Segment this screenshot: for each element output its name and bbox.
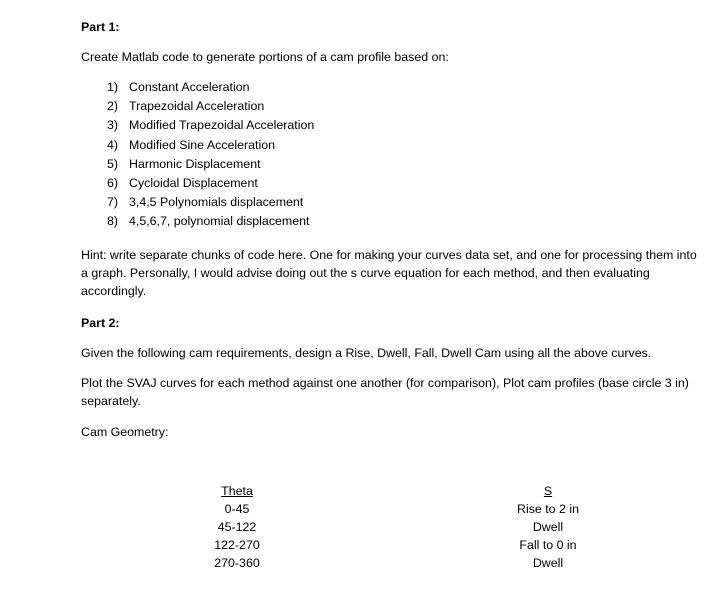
s-header: S — [543, 484, 553, 498]
part2-heading: Part 2: — [81, 316, 120, 330]
part1-heading: Part 1: — [81, 20, 120, 34]
part1-intro: Create Matlab code to generate portions of a cam profile based on: — [81, 50, 449, 64]
theta-cell: 0-45 — [224, 502, 250, 516]
s-cell: Fall to 0 in — [519, 538, 577, 552]
list-item-label: Harmonic Displacement — [129, 156, 261, 171]
s-cell: Dwell — [532, 556, 564, 570]
list-item-number: 5) — [107, 156, 119, 171]
theta-header: Theta — [221, 484, 253, 498]
cam-geometry-label: Cam Geometry: — [81, 425, 169, 439]
list-item — [107, 138, 314, 157]
list-item-number: 2) — [107, 99, 119, 114]
s-cell: Dwell — [532, 520, 564, 534]
list-item-number: 7) — [107, 195, 119, 210]
theta-column — [177, 482, 297, 572]
list-item — [107, 99, 314, 118]
list-item — [107, 214, 314, 233]
list-item-label: Modified Trapezoidal Acceleration — [129, 118, 315, 133]
list-item-label: 3,4,5 Polynomials displacement — [129, 195, 304, 210]
theta-cell: 45-122 — [217, 520, 257, 534]
list-item — [107, 80, 314, 99]
part2-given-paragraph: Given the following cam requirements, design a Rise, Dwell, Fall, Dwell Cam using all the above curves. — [81, 346, 652, 360]
list-item-number: 8) — [107, 214, 119, 229]
list-item-label: Modified Sine Acceleration — [129, 137, 276, 152]
list-item-number: 4) — [107, 137, 119, 152]
part2-plot-paragraph: Plot the SVAJ curves for each method against one another (for comparison), Plot cam profiles (base circle 3 in) separately. — [81, 376, 689, 408]
list-item-number: 3) — [107, 118, 119, 133]
list-item-label: Constant Acceleration — [129, 80, 250, 94]
hint-paragraph: Hint: write separate chunks of code here. One for making your curves data set, and one for processing them into a graph. Personally, I would advise doing out the s curve equation for each method, and then evaluating accordingly. — [81, 248, 697, 298]
list-item — [107, 176, 314, 195]
list-item-label: Trapezoidal Acceleration — [129, 99, 265, 114]
s-column — [488, 482, 608, 572]
theta-cell: 122-270 — [214, 538, 260, 552]
list-item-label: Cycloidal Displacement — [129, 175, 258, 190]
list-item-number: 6) — [107, 175, 119, 190]
curve-method-list — [107, 80, 314, 234]
list-item-number: 1) — [107, 80, 119, 94]
list-item-label: 4,5,6,7, polynomial displacement — [129, 214, 310, 229]
list-item — [107, 118, 314, 137]
s-cell: Rise to 2 in — [517, 502, 579, 516]
theta-cell: 270-360 — [214, 556, 260, 570]
list-item — [107, 195, 314, 214]
list-item — [107, 157, 314, 176]
